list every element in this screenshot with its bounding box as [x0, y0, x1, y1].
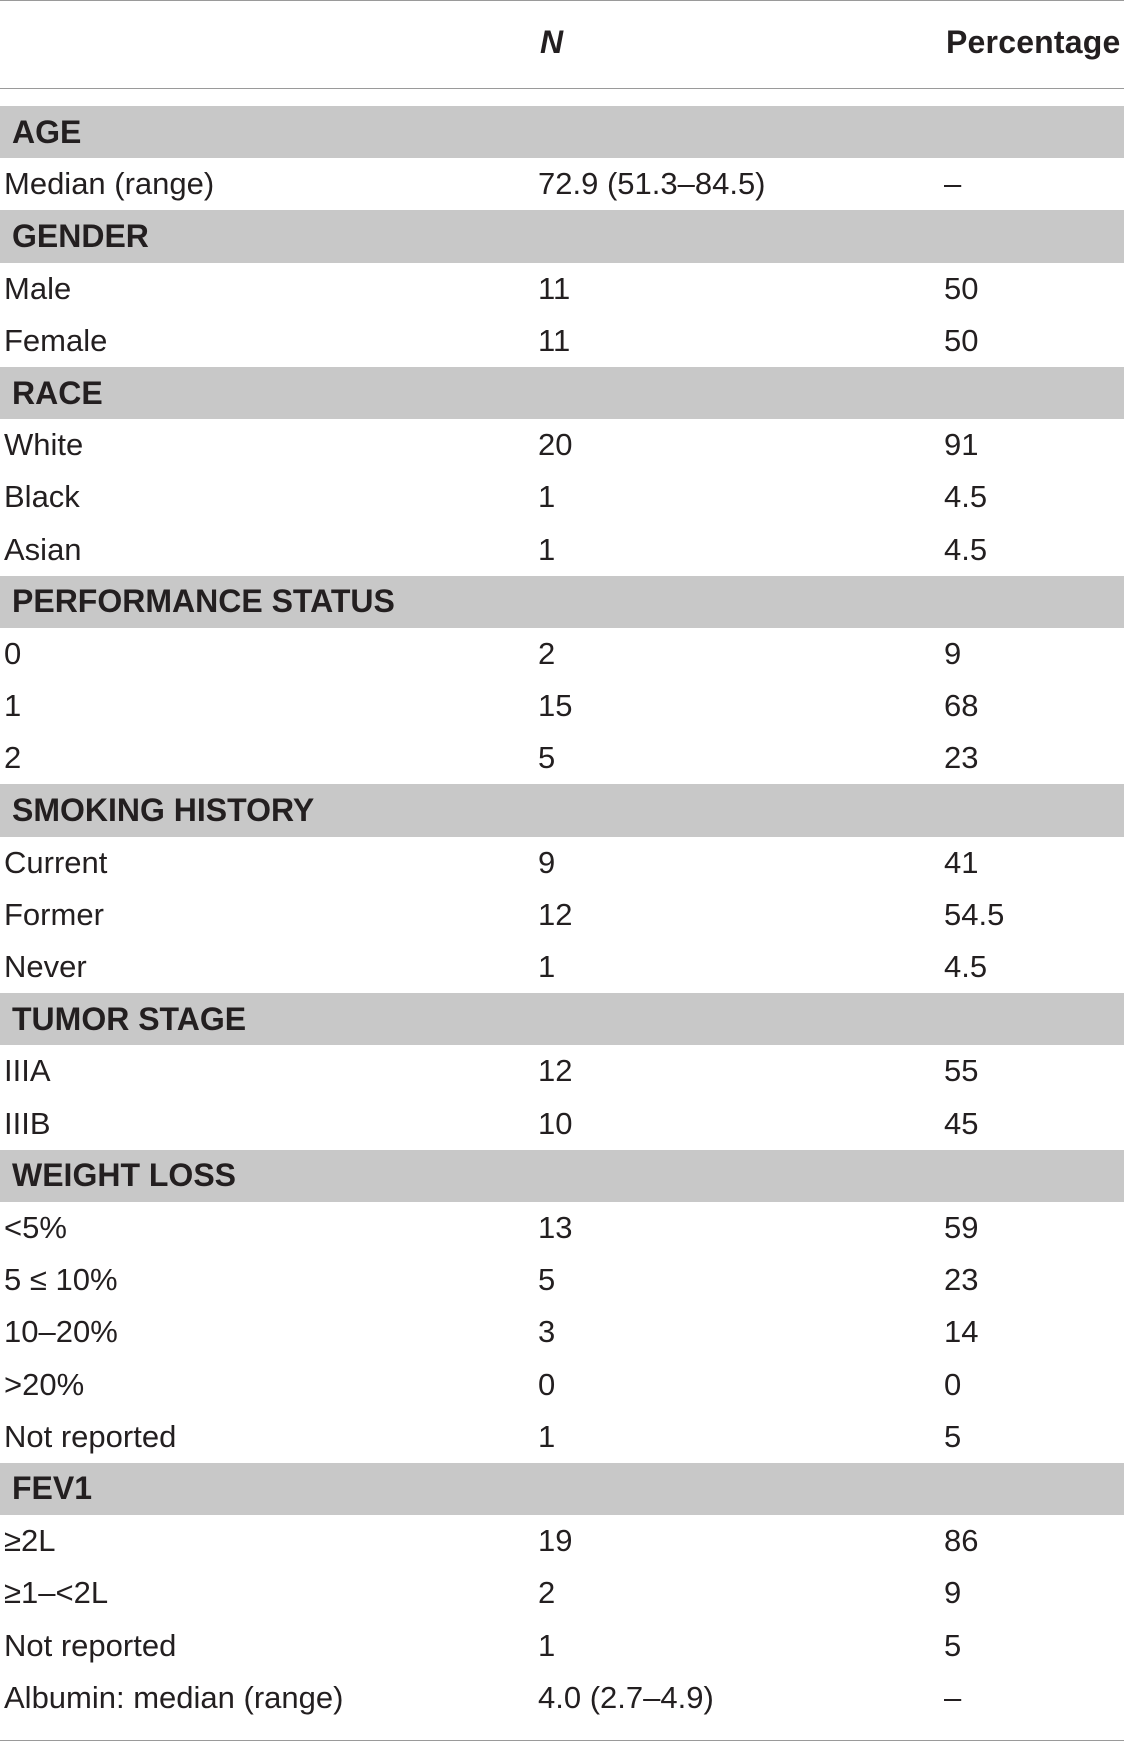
n-value: 5 [538, 1262, 556, 1298]
table-row [0, 1306, 1124, 1358]
table-row [0, 1567, 1124, 1619]
percentage-value: 4.5 [944, 531, 988, 567]
table-row [0, 1672, 1124, 1724]
n-value: 12 [538, 1053, 573, 1089]
percentage-value: 5 [944, 1627, 962, 1663]
row-label: 0 [4, 635, 22, 671]
bottom-rule [0, 1740, 1124, 1741]
section-header-row [0, 576, 1124, 628]
n-value: 4.0 (2.7–4.9) [538, 1679, 714, 1715]
section-label: PERFORMANCE STATUS [12, 583, 395, 620]
table-row [0, 1411, 1124, 1463]
table-row [0, 1045, 1124, 1097]
n-value: 13 [538, 1210, 573, 1246]
percentage-value: 55 [944, 1053, 979, 1089]
table-row [0, 1619, 1124, 1671]
row-label: Current [4, 844, 108, 880]
row-label: ≥1–<2L [4, 1575, 109, 1611]
n-value: 1 [538, 1627, 556, 1663]
row-label: Albumin: median (range) [4, 1679, 344, 1715]
row-label: Black [4, 479, 80, 515]
table-row [0, 419, 1124, 471]
section-header-row [0, 1150, 1124, 1202]
table-row [0, 680, 1124, 732]
n-value: 3 [538, 1314, 556, 1350]
n-value: 20 [538, 427, 573, 463]
percentage-value: 59 [944, 1210, 979, 1246]
header-percentage: Percentage [946, 24, 1121, 60]
percentage-value: 0 [944, 1366, 962, 1402]
n-value: 1 [538, 479, 556, 515]
percentage-value: 4.5 [944, 949, 988, 985]
percentage-value: – [944, 166, 962, 202]
percentage-value: – [944, 1679, 962, 1715]
row-label: ≥2L [4, 1523, 56, 1559]
section-label: AGE [12, 113, 82, 150]
section-header-row [0, 367, 1124, 419]
row-label: Former [4, 896, 104, 932]
n-value: 19 [538, 1523, 573, 1559]
row-label: White [4, 427, 84, 463]
row-label: Not reported [4, 1418, 177, 1454]
percentage-value: 91 [944, 427, 979, 463]
n-value: 10 [538, 1105, 573, 1141]
section-label: WEIGHT LOSS [12, 1157, 236, 1194]
percentage-value: 41 [944, 844, 979, 880]
row-label: 2 [4, 740, 22, 776]
section-header-row [0, 106, 1124, 158]
table-row [0, 524, 1124, 576]
row-label: Asian [4, 531, 82, 567]
section-header-row [0, 993, 1124, 1045]
row-label: <5% [4, 1210, 67, 1246]
row-label: 10–20% [4, 1314, 118, 1350]
section-header-row [0, 1463, 1124, 1515]
n-value: 11 [538, 322, 571, 358]
percentage-value: 54.5 [944, 896, 1005, 932]
percentage-value: 45 [944, 1105, 979, 1141]
row-label: Male [4, 270, 72, 306]
percentage-value: 86 [944, 1523, 979, 1559]
table-body [0, 106, 1124, 1724]
table-row [0, 1515, 1124, 1567]
table-row [0, 315, 1124, 367]
table-row [0, 1359, 1124, 1411]
n-value: 2 [538, 1575, 556, 1611]
row-label: Never [4, 949, 87, 985]
percentage-value: 4.5 [944, 479, 988, 515]
percentage-value: 9 [944, 1575, 962, 1611]
percentage-value: 5 [944, 1418, 962, 1454]
table-row [0, 471, 1124, 523]
section-header-row [0, 210, 1124, 262]
row-label: Female [4, 322, 108, 358]
n-value: 11 [538, 270, 571, 306]
section-label: RACE [12, 374, 103, 411]
table-row [0, 1098, 1124, 1150]
n-value: 72.9 (51.3–84.5) [538, 166, 766, 202]
n-value: 1 [538, 1418, 556, 1454]
section-label: SMOKING HISTORY [12, 792, 315, 829]
row-label: 5 ≤ 10% [4, 1262, 118, 1298]
table-row [0, 941, 1124, 993]
table-row [0, 628, 1124, 680]
row-label: Median (range) [4, 166, 215, 202]
percentage-value: 68 [944, 688, 979, 724]
section-label: TUMOR STAGE [12, 1000, 247, 1037]
n-value: 1 [538, 949, 556, 985]
table-row [0, 1202, 1124, 1254]
percentage-value: 9 [944, 635, 962, 671]
table-row [0, 263, 1124, 315]
n-value: 15 [538, 688, 573, 724]
header-n: N [540, 24, 564, 60]
table-row [0, 837, 1124, 889]
percentage-value: 23 [944, 1262, 979, 1298]
table-row [0, 158, 1124, 210]
n-value: 1 [538, 531, 556, 567]
row-label: IIIA [4, 1053, 51, 1089]
section-label: FEV1 [12, 1470, 93, 1507]
n-value: 0 [538, 1366, 556, 1402]
table-header-row [0, 0, 1124, 88]
percentage-value: 50 [944, 270, 979, 306]
percentage-value: 50 [944, 322, 979, 358]
table-row [0, 1254, 1124, 1306]
n-value: 2 [538, 635, 556, 671]
row-label: Not reported [4, 1627, 177, 1663]
section-label: GENDER [12, 217, 149, 254]
n-value: 5 [538, 740, 556, 776]
n-value: 12 [538, 896, 573, 932]
percentage-value: 14 [944, 1314, 979, 1350]
row-label: IIIB [4, 1105, 51, 1141]
table-row [0, 732, 1124, 784]
row-label: >20% [4, 1366, 85, 1402]
table-row [0, 889, 1124, 941]
percentage-value: 23 [944, 740, 979, 776]
row-label: 1 [4, 688, 22, 724]
n-value: 9 [538, 844, 556, 880]
section-header-row [0, 784, 1124, 836]
header-rule [0, 88, 1124, 89]
